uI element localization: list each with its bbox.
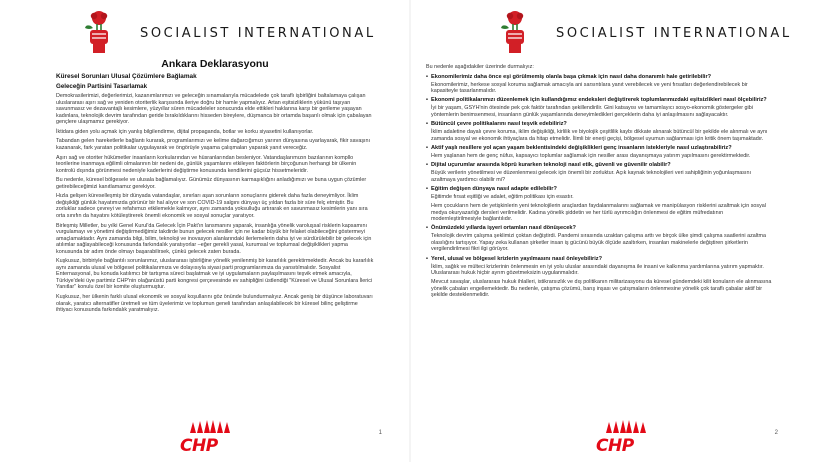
question-item: • Ekonomi politikalarımızı düzenlemek için kullandığımız endeksleri değiştirerek toplumlarımızdaki eşitsizlikleri nasıl ölçebiliriz? (426, 97, 767, 104)
paragraph: Kuşkusuz, birbiriyle bağlantılı sorunlarımız, uluslararası işbirliğine yönelik yenilenmiş bir kararlılık gerektirmektedir. Ancak bu kararlılık aynı zamanda ulusal ve bölgesel politikalarımıza ve dolayısıyla siyasi parti programlarımıza da yansıtılmalıdır. Sosyalist Enternasyonal, bu konuda katılımcı bir tartışma süreci başlatmak ve iyi uygulamaların paylaşılmasını teşvik etmek amacıyla, Türkiye'deki üye partimiz CHP'nin olağanüstü parti kongresi çerçevesinde ev sahipliğini üstlendiği "Küresel ve Ulusal Sorunlara İlerici Yanıtlar" konulu özel bir komite oluşturmuştur. (56, 258, 374, 291)
header-title: SOCIALIST INTERNATIONAL (556, 26, 792, 41)
question-item: • Eğitim değişen dünyaya nasıl adapte edilebilir? (426, 185, 557, 192)
fist-rose-icon (498, 10, 532, 54)
document-title: Ankara Deklarasyonu (161, 58, 269, 70)
paragraph: İktidara giden yolu açmak için yanlış bilgilendirme, dijital propaganda, botlar ve korku siyasetini kullanıyorlar. (56, 128, 314, 135)
question-item: • Ekonomilerimiz daha önce eşi görülmemiş olanla başa çıkmak için nasıl daha donanımlı hale getirilebilir? (426, 73, 712, 80)
header-title: SOCIALIST INTERNATIONAL (140, 26, 376, 41)
intro-text: Bu nedenle aşağıdakiler üzerinde durmalıyız: (426, 64, 534, 70)
answer-text: Eğitimde fırsat eşitliği ve adalet, eğitim politikası için esastır. (431, 194, 574, 201)
paragraph: Birleşmiş Milletler, bu yılki Genel Kurul'da Gelecek İçin Pakt'ın lansmanını yaparak, insanlığa yönelik varoluşsal risklerin kapsamını vurgulamayı ve yönetimi değiştirmediğimiz takdirde bunun gelecek nesiller için ne kadar büyük bir felaket olabileceğini göstermeyi amaçlamaktadır. Aynı zamanda bilgi, bilim, teknoloji ve inovasyon alanlarındaki ilerlemelerin daha iyi ve sürdürülebilir bir gelecek için atılımlar sağlayabileceği konusunda farkındalık yaratıyorlar –eğer gerekli yasal, kurumsal ve toplumsal değişiklikleri yapma konusunda bir adım önde olmayı başarabilirsek, çünkü gelecek zaten burada. (56, 222, 372, 255)
answer-text: İklim adaletine dayalı çevre koruma, iklim değişikliği, kirlilik ve biyolojik çeşitlilik kaybı dikkate alınarak bütüncül bir şekilde ele alınmalı ve aynı zamanda sosyal ve ekonomik ihtiyaçlara da hitap etmelidir. İlimli bir enerji geçişi, bölgesel uyumun sağlanması için kritik önem taşımaktadır. (431, 129, 768, 142)
page-2-content (426, 64, 772, 301)
answer-text: Mevcut savaşlar, uluslararası hukuk ihlalleri, istikrarsızlık ve dış politikanın militarizasyonu da küresel gündemdeki kilit konuların ele alınmasına yönelik çabaları engellemektedir. Bu nedenle, çatışma çözümü, barış inşası ve çatışmaların önlenmesine yönelik çok taraflı çabalar aktif bir şekilde desteklenmelidir. (431, 279, 772, 299)
document-subtitle: Küresel Sorunları Ulusal Çözümlere Bağlamak (56, 73, 197, 80)
fist-rose-icon (82, 10, 116, 54)
document-page-1 (0, 0, 404, 462)
answer-text: Teknolojik devrim çalışma şeklimizi çoktan değiştirdi. Pandemi sırasında uzaktan çalışma arttı ve birçok ülke şimdi çalışma saatlerini azaltma olasılığını tartışıyor. Yapay zeka kullanan şirketler insan iş gücünü büyük ölçüde azaltırken, insanları makinelerle değiştiren şirketlerin vergilendirilmesi fikri ilgi görüyor. (431, 233, 766, 253)
chp-logo-text: CHP (596, 436, 634, 456)
answer-text: İklim, sağlık ve mülteci krizlerinin önlenmesin en iyi yolu uluslar arasındaki dayanışma ile insani ve kalkınma yardımlarına yatırım yapmaktır. Uluslararası hukuk hiçbir ayrım gözetmeksizin uygulanmalıdır. (431, 263, 764, 277)
question-item: • Bütüncül çevre politikalarını nasıl teşvik edebiliriz? (426, 121, 567, 128)
answer-text: İyi bir yaşam, GSYH'nin ötesinde pek çok faktör tarafından şekillendirilir. Gini katsayısı ve tamamlayıcı sosyo-ekonomik göstergeler gibi yöntemlerin benimsenmesi, insanların günlük yaşamlarında deneyimledikleri gerçeklerin daha iyi anlaşılmasını sağlayacaktır. (431, 105, 753, 118)
page-number: 1 (378, 430, 382, 436)
page-number: 2 (774, 430, 778, 436)
page-header (416, 8, 820, 54)
chp-logo (180, 420, 240, 456)
answer-text: Hem çocukların hem de yetişkinlerin yeni teknolojilerin araçlardan faydalanmalarını sağlamak ve manipülasyon risklerini azaltmak için sosyal medya okuryazarlığı dersleri verilmelidir. Kadına yönelik şiddetin ve her türlü ayrımcılığın önlenmesi de eğitim müfredatının modernleştirilmesiyle bağlantılıdır. (431, 203, 766, 223)
page-header (0, 8, 404, 54)
page-1-content (56, 58, 374, 317)
chp-logo (596, 420, 656, 456)
question-item: • Aktif yaşlı nesillere yol açan yaşam beklentisindeki değişiklikleri genç insanların istekleriyle nasıl uzlaştırabiliriz? (426, 144, 732, 151)
paragraph: Tabandan gelen hareketlerle bağlantı kurarak, programlarımızı ve kelime dağarcığımızı yarının dünyasına uyarlayarak, fikir savaşını kazanarak, fark yaratan politikalar uygulayarak ve öngörüyle yaşama çalışmaları yaparak yanıt vereceğiz. (56, 138, 371, 151)
paragraph: Hızla gelişen küreselleşmiş bir dünyada vatandaşlar, sınırları aşan sorunların sonuçlarını giderek daha fazla deneyimliyor. İklim değişikliği günlük hayatımızda görünür bir hal alıyor ve son COVID-19 salgını dünyayı üç yıldan fazla bir süre felç etmiştir. Bu zorluklar sadece çevreyi ve refahımızı etkilemekle kalmıyor, aynı zamanda yoksulluğu artırarak en savunmasız kesimlerin yanı sıra orta sınıfın da hayatını kötüleştirerek önemli ekonomik ve sosyal sonuçlar yaratıyor. (56, 193, 368, 219)
chp-logo-text: CHP (180, 436, 218, 456)
paragraph: Bu nedenle, küresel bölgesele ve ulusala bağlamalıyız. Günümüz dünyasının karmaşıklığını anladığımızı ve buna uygun çözümler getirebileceğimizi kanıtlamamız gerekiyor. (56, 177, 367, 190)
answer-text: Hem yaşlanan hem de genç nüfus, kapsayıcı toplumlar sağlamak için nesiller arası dayanışmaya yatırım yapılmasını gerektirmektedir. (431, 153, 751, 160)
document-subheading: Geleceğin Partisini Tasarlamak (56, 83, 148, 90)
answer-text: Ekonomilerimiz, herkese sosyal koruma sağlamak amacıyla ani sarsıntılara yanıt verebilecek ve yeni fırsatları değerlendirebilecek bir kapasiteyle tasarlanmalıdır. (431, 81, 748, 95)
six-arrows-icon (604, 420, 648, 434)
paragraph: Demokrasilerimizi, değerlerimizi, kazanımlarımızı ve geleceğin sınamalarıyla mücadelede çok taraflı işbirliğini baltalamaya çalışan uluslararası aşırı sağ ve yeniden otoriterlik karşısında ileriye doğru bir hamle yapmalıyız. Artan eşitsizliklerin yükünü taşıyan savunmasız ve dezavantajlı kesimlere, yüzyıllar süren mücadeleler sonucunda elde ettikleri haklarına karşı bir gerileme yaşayan kadınlara, teknolojik devrim tarafından geride bırakıldıklarını hisseden bireylere, düşmanca bir ortamda başarılı olmak için çabalayan gençlere ulaşmamız gerekiyor. (56, 93, 372, 125)
document-page-2 (416, 0, 820, 462)
six-arrows-icon (188, 420, 232, 434)
paragraph: Kuşkusuz, her ülkenin farklı ulusal ekonomik ve sosyal koşullarını göz önünde bulundurmalıyız. Ancak geniş bir düşünce laboratuvarı olarak, yaratıcı alternatifler üretmeli ve tüm üyelerimiz ve toplumun geneli tarafından anlaşılabilecek bir küresel bilinç geliştirme ihtiyacı konusunda farkındalık yaratmalıyız. (56, 294, 373, 313)
paragraph: Aşırı sağ ve otoriter hükümetler insanların korkularından ve hüsranlarından besleniyor. Vatandaşlarımızın bazılarının kompllo teorilerine inanmaya eğilimli olmalarının bir nedeni de, günlük yaşamlarını etkileyen faktörlerin birçoğunun herhangi bir ülkenin kontrolü dışında görünmesi nedeniyle kaderlerini değiştirme konusunda kendilerini güçsüz hissetmeleridir. (56, 154, 357, 174)
page-divider (409, 0, 411, 462)
question-item: • Önümüzdeki yıllarda işyeri ortamları nasıl dönüşecek? (426, 225, 576, 232)
question-item: • Dijital uçurumlar arasında köprü kurarken teknoloji nasıl etik, güvenli ve güvenilir olabilir? (426, 162, 671, 169)
answer-text: Büyük verilerin yönetilmesi ve düzenlenmesi gelecek için önemli bir zorluktur. Açık kaynak teknolojileri veri sahipliğinin yoğunlaşmasını azaltmaya yardımcı olabilir mi? (431, 170, 751, 183)
question-item: • Yerel, ulusal ve bölgesel krizlerin yayılmasını nasıl önleyebiliriz? (426, 255, 602, 262)
